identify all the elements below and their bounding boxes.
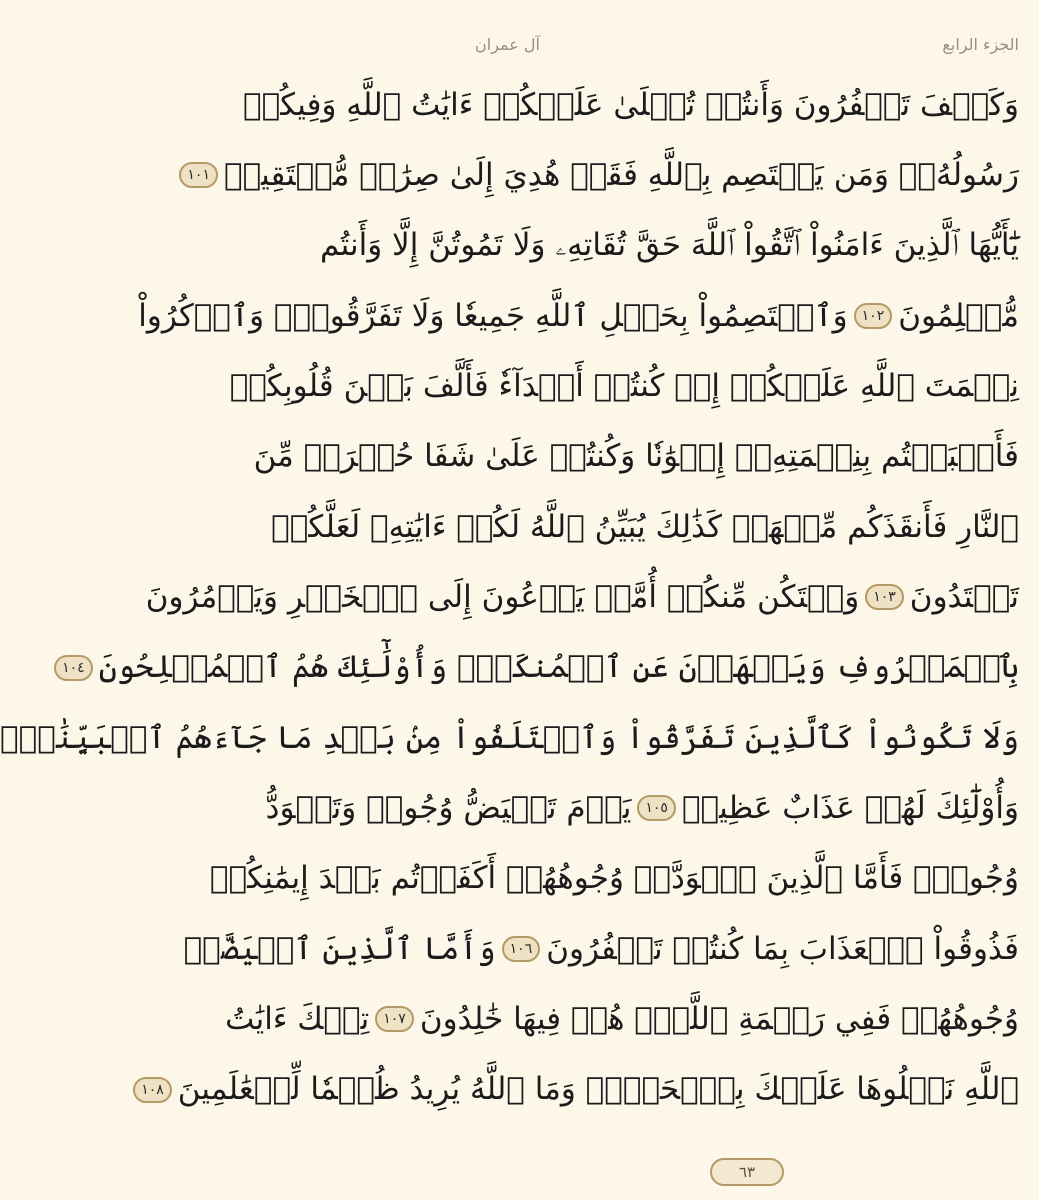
verse-line — [183, 914, 1019, 984]
verse-text-segment: فَذُوقُواْ ٱلۡعَذَابَ بِمَا كُنتُمۡ تَكۡفُرُونَ — [546, 930, 1019, 967]
verse-line — [253, 422, 1019, 492]
verse-text-segment: نِعۡمَتَ ٱللَّهِ عَلَيۡكُمۡ إِذۡ كُنتُمۡ أَعۡدَآءٗ فَأَلَّفَ بَيۡنَ قُلُوبِكُمۡ — [229, 367, 1019, 404]
verse-line — [141, 1055, 1019, 1125]
ayah-number-marker: ١٠١ — [179, 162, 218, 188]
verse-text-segment: رَسُولُهُۥۗ وَمَن يَعۡتَصِم بِٱللَّهِ فَقَدۡ هُدِيَ إِلَىٰ صِرَٰطٖ مُّسۡتَقِيمٖ — [223, 156, 1019, 193]
ayah-number-marker: ١٠٦ — [502, 936, 541, 962]
ayah-number-marker: ١٠٧ — [375, 1006, 414, 1032]
verse-text-segment: بِٱلۡمَعۡرُوفِ وَيَنۡهَوۡنَ عَنِ ٱلۡمُنكَرِۚ وَأُوْلَٰٓئِكَ هُمُ ٱلۡمُفۡلِحُونَ — [98, 649, 1019, 686]
verse-line — [145, 562, 1019, 632]
verse-text-segment: وَكَيۡفَ تَكۡفُرُونَ وَأَنتُمۡ تُتۡلَىٰ عَلَيۡكُمۡ ءَايَٰتُ ٱللَّهِ وَفِيكُمۡ — [242, 86, 1019, 123]
surah-label: آل عمران — [475, 34, 540, 54]
page-header — [475, 22, 1019, 66]
verse-line — [187, 140, 1019, 210]
verse-text-segment: وَأَمَّا ٱلَّذِينَ ٱبۡيَضَّتۡ — [183, 930, 496, 967]
verse-text-segment: ٱللَّهِ نَتۡلُوهَا عَلَيۡكَ بِٱلۡحَقِّۗ وَمَا ٱللَّهُ يُرِيدُ ظُلۡمٗا لِّلۡعَٰلَمِينَ — [177, 1071, 1019, 1108]
verse-text-segment: وَلۡتَكُن مِّنكُمۡ أُمَّةٞ يَدۡعُونَ إِلَى ٱلۡخَيۡرِ وَيَأۡمُرُونَ — [145, 578, 860, 615]
verse-line — [320, 211, 1019, 281]
verse-text-segment: وَٱعۡتَصِمُواْ بِحَبۡلِ ٱللَّهِ جَمِيعٗا وَلَا تَفَرَّقُواْۚ وَٱذۡكُرُواْ — [138, 297, 848, 334]
verse-text-segment: وَلَا تَكُونُواْ كَٱلَّذِينَ تَفَرَّقُواْ وَٱخۡتَلَفُواْ مِنۢ بَعۡدِ مَا جَآءَهُمُ ٱلۡبَيِّنَٰتُۚ — [0, 719, 1019, 756]
ayah-number-marker: ١٠٣ — [865, 584, 904, 610]
verse-line — [62, 633, 1019, 703]
verse-line — [225, 984, 1019, 1054]
verse-text-segment: وُجُوهُهُمۡ فَفِي رَحۡمَةِ ٱللَّهِۖ هُمۡ فِيهَا خَٰلِدُونَ — [419, 1000, 1019, 1037]
ayah-number-marker: ١٠٤ — [54, 655, 93, 681]
verse-line — [0, 703, 1019, 773]
ayah-number-marker: ١٠٨ — [133, 1077, 172, 1103]
verse-text-segment: وَأُوْلَٰٓئِكَ لَهُمۡ عَذَابٌ عَظِيمٞ — [681, 789, 1019, 826]
juz-label: الجزء الرابع — [942, 34, 1019, 54]
verse-text-segment: تَهۡتَدُونَ — [909, 578, 1019, 615]
verse-line — [242, 70, 1019, 140]
verse-text-area — [0, 70, 1019, 1125]
verse-line — [138, 281, 1019, 351]
verse-text-segment: يَٰٓأَيُّهَا ٱلَّذِينَ ءَامَنُواْ ٱتَّقُواْ ٱللَّهَ حَقَّ تُقَاتِهِۦ وَلَا تَمُوتُنَّ إِلَّا وَأَنتُم — [320, 227, 1019, 264]
verse-text-segment: ٱلنَّارِ فَأَنقَذَكُم مِّنۡهَاۗ كَذَٰلِكَ يُبَيِّنُ ٱللَّهُ لَكُمۡ ءَايَٰتِهِۦ لَعَلَّكُمۡ — [271, 508, 1019, 545]
verse-text-segment: تِلۡكَ ءَايَٰتُ — [225, 1000, 370, 1037]
verse-text-segment: فَأَصۡبَحۡتُم بِنِعۡمَتِهِۦٓ إِخۡوَٰنٗا وَكُنتُمۡ عَلَىٰ شَفَا حُفۡرَةٖ مِّنَ — [253, 438, 1019, 475]
page-footer — [455, 1158, 1039, 1186]
ayah-number-marker: ١٠٥ — [637, 795, 676, 821]
ayah-number-marker: ١٠٢ — [854, 303, 893, 329]
verse-text-segment: وُجُوهٞۚ فَأَمَّا ٱلَّذِينَ ٱسۡوَدَّتۡ وُجُوهُهُمۡ أَكَفَرۡتُم بَعۡدَ إِيمَٰنِكُمۡ — [209, 860, 1019, 897]
verse-text-segment: يَوۡمَ تَبۡيَضُّ وُجُوهٞ وَتَسۡوَدُّ — [265, 789, 632, 826]
verse-line — [271, 492, 1019, 562]
verse-line — [209, 844, 1019, 914]
verse-line — [265, 773, 1019, 843]
page-number-badge: ٦٣ — [710, 1158, 784, 1186]
verse-text-segment: مُّسۡلِمُونَ — [898, 297, 1019, 334]
verse-line — [229, 351, 1019, 421]
